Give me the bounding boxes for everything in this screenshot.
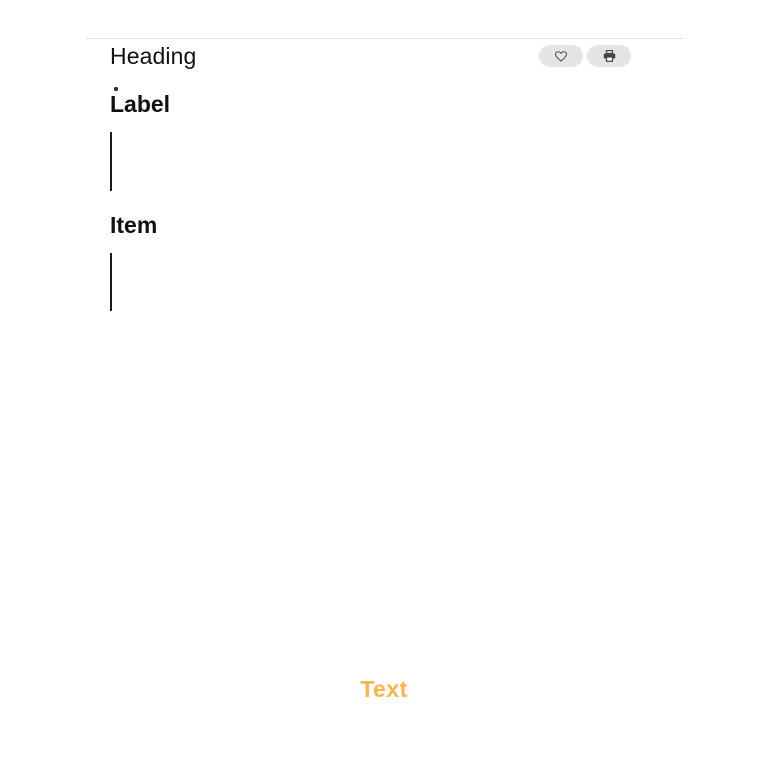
print-button[interactable] <box>587 45 631 67</box>
title-row <box>110 42 632 70</box>
printer-icon <box>603 50 616 62</box>
law-quote <box>110 253 632 311</box>
article-actions <box>539 45 631 67</box>
top-divider <box>86 38 683 39</box>
section-heading-demand: Label <box>110 91 171 117</box>
law-quote <box>110 132 632 191</box>
page-title: Heading <box>110 43 197 69</box>
footer-brand: Text <box>360 676 408 702</box>
heart-icon <box>555 51 567 62</box>
article <box>110 42 632 311</box>
favorite-button[interactable] <box>539 45 583 67</box>
section-heading-supply: Item <box>110 212 158 238</box>
